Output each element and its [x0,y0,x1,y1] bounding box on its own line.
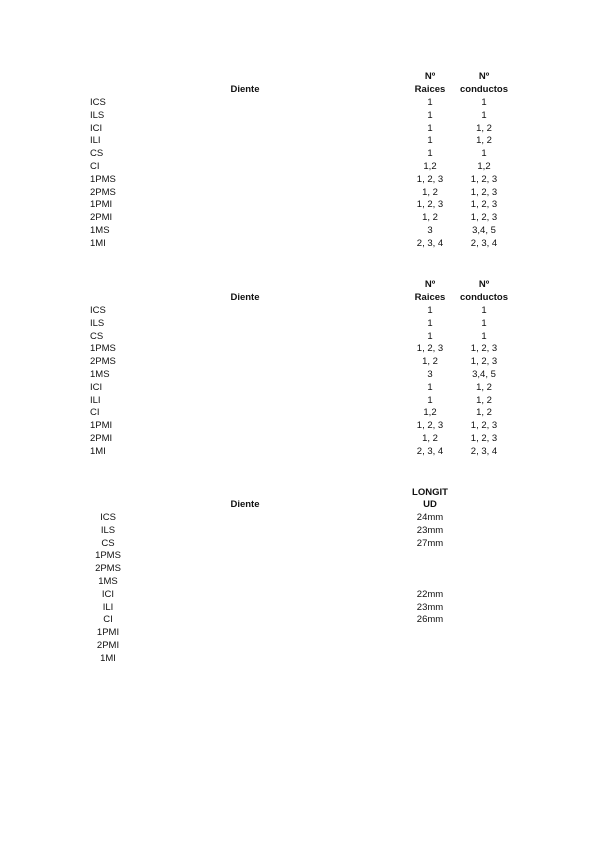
diente-cell: 2PMS [95,563,121,575]
header-raices-line1: Nº [424,279,436,290]
table-row [0,330,599,343]
conductos-cell: 1 [481,97,487,108]
header-diente: Diente [230,499,260,510]
header-raices-line2: Raices [414,84,446,95]
table-row [0,368,599,381]
table-row [0,237,599,250]
table-row [0,445,599,458]
diente-cell: ILS [90,109,105,121]
table-row [0,432,599,445]
table-row [0,211,599,224]
raices-cell: 2, 3, 4 [416,445,444,457]
table-row [0,317,599,330]
header-conductos-line1: Nº [478,71,490,82]
raices-cell: 1 [427,135,433,147]
diente-cell: ICS [90,305,106,316]
table-row [0,524,599,537]
conductos-cell: 1,2 [477,161,491,172]
header-conductos-line1: Nº [478,279,490,290]
conductos-cell: 3,4, 5 [472,225,496,236]
raices-cell: 1 [427,317,433,329]
diente-cell: 1MI [90,445,106,457]
raices-cell: 1, 2 [422,186,438,198]
header-raices-line1: Nº [424,71,436,82]
diente-cell: ILS [90,317,105,329]
table-row [0,224,599,237]
conductos-cell: 1 [481,148,487,160]
table-row [0,613,599,626]
raices-cell: 1 [427,330,433,342]
conductos-cell: 2, 3, 4 [470,445,498,457]
header-raices-line2: Raices [414,292,446,303]
table-row [0,304,599,317]
raices-cell: 1 [427,109,433,121]
diente-cell: CI [90,161,100,172]
header-longitud-line2: UD [423,499,437,510]
diente-cell: 1PMI [90,199,113,211]
raices-cell: 1, 2, 3 [416,420,444,432]
table-row [0,342,599,355]
table-row [0,96,599,109]
conductos-cell: 1 [481,330,487,342]
table-row [0,147,599,160]
table-row [0,109,599,122]
diente-cell: ICI [90,381,103,393]
diente-cell: 2PMI [90,212,113,224]
conductos-cell: 1, 2, 3 [470,186,498,198]
table-row [0,626,599,639]
conductos-cell: 1 [481,109,487,121]
table-row [0,160,599,173]
conductos-cell: 1, 2, 3 [470,173,498,185]
raices-cell: 1,2 [423,407,437,419]
raices-cell: 1 [427,148,433,160]
table-row [0,639,599,652]
table-row [0,652,599,665]
table-row [0,601,599,614]
conductos-cell: 1 [481,317,487,329]
conductos-cell: 1 [481,305,487,316]
diente-cell: CS [90,148,104,160]
diente-cell: 2PMI [96,640,120,651]
header-conductos-line2: conductos [459,84,509,95]
conductos-cell: 2, 3, 4 [470,237,498,249]
diente-cell: ICI [90,122,103,134]
table-row [0,549,599,562]
conductos-cell: 1, 2, 3 [470,433,498,444]
raices-cell: 1 [427,394,433,406]
diente-cell: 1PMS [95,550,121,562]
raices-cell: 1 [427,305,433,316]
diente-cell: 1PMI [90,420,113,432]
diente-cell: 1PMS [90,343,116,355]
diente-cell: 2PMI [90,433,113,444]
longitud-cell: 23mm [416,601,444,613]
table-row [0,173,599,186]
table-row [0,355,599,368]
table-row [0,419,599,432]
diente-cell: ICS [90,97,106,108]
raices-cell: 1, 2 [422,212,438,224]
diente-cell: ICS [100,512,116,523]
longitud-cell: 24mm [416,512,444,523]
conductos-cell: 1, 2, 3 [470,199,498,211]
conductos-cell: 1, 2 [476,135,492,147]
table-row [0,537,599,550]
raices-cell: 1 [427,381,433,393]
conductos-cell: 1, 2 [476,381,492,393]
diente-cell: 1MI [90,237,106,249]
diente-cell: 1MS [98,576,118,587]
table-row [0,381,599,394]
table-row [0,198,599,211]
raices-cell: 1, 2, 3 [416,199,444,211]
raices-cell: 2, 3, 4 [416,237,444,249]
conductos-cell: 1, 2, 3 [470,420,498,432]
table-row [0,134,599,147]
raices-cell: 3 [427,369,433,380]
table-row [0,575,599,588]
diente-cell: CI [90,407,100,419]
diente-cell: CS [101,537,115,549]
raices-cell: 1, 2, 3 [416,343,444,355]
raices-cell: 1 [427,122,433,134]
diente-cell: 1PMI [96,627,120,639]
table-row [0,186,599,199]
table-row [0,562,599,575]
diente-cell: 1PMS [90,173,116,185]
raices-cell: 1, 2 [422,433,438,444]
table-row [0,394,599,407]
table-row [0,511,599,524]
longitud-cell: 23mm [416,524,444,536]
conductos-cell: 1, 2, 3 [470,356,498,368]
header-longitud-line1: LONGIT [412,487,448,498]
diente-cell: 1MS [90,225,110,236]
longitud-cell: 26mm [416,614,444,626]
raices-cell: 1,2 [423,161,437,172]
conductos-cell: 1, 2, 3 [470,212,498,224]
diente-cell: 2PMS [90,186,116,198]
raices-cell: 1 [427,97,433,108]
diente-cell: ILI [102,601,114,613]
raices-cell: 1, 2, 3 [416,173,444,185]
diente-cell: CI [103,614,113,626]
diente-cell: CS [90,330,104,342]
header-conductos-line2: conductos [459,292,509,303]
table-row [0,406,599,419]
table-row [0,588,599,601]
header-diente: Diente [230,84,260,95]
conductos-cell: 1, 2 [476,122,492,134]
raices-cell: 3 [427,225,433,236]
conductos-cell: 1, 2, 3 [470,343,498,355]
table-row [0,122,599,135]
raices-cell: 1, 2 [422,356,438,368]
diente-cell: 2PMS [90,356,116,368]
diente-cell: ICI [101,588,115,600]
header-diente: Diente [230,292,260,303]
conductos-cell: 1, 2 [476,394,492,406]
diente-cell: ILI [90,135,101,147]
diente-cell: ILI [90,394,101,406]
diente-cell: 1MI [100,652,116,664]
longitud-cell: 27mm [416,537,444,549]
conductos-cell: 1, 2 [476,407,492,419]
longitud-cell: 22mm [416,588,444,600]
diente-cell: 1MS [90,369,110,380]
diente-cell: ILS [100,524,116,536]
conductos-cell: 3,4, 5 [472,369,496,380]
